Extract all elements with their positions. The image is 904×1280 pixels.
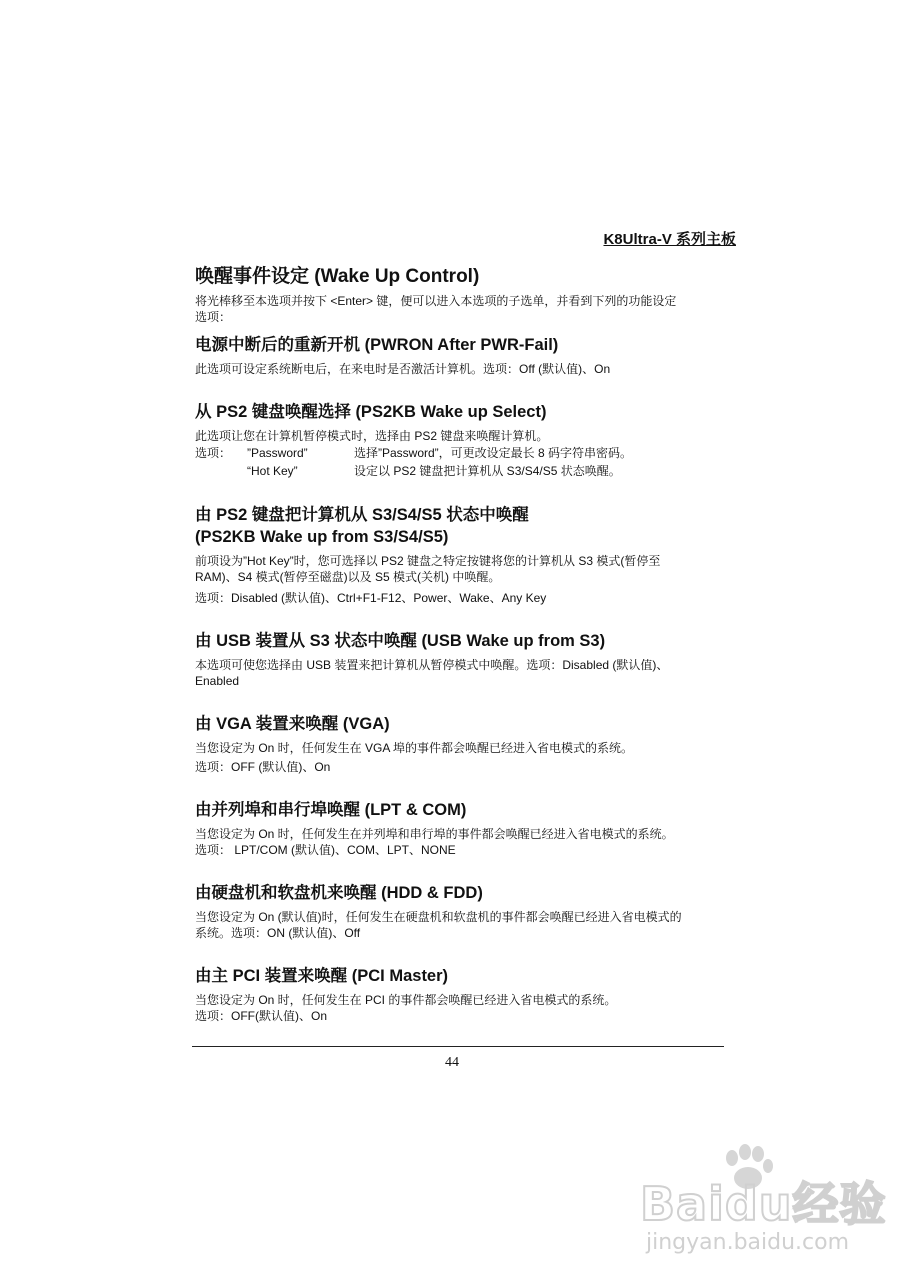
section-usb-wake bbox=[195, 630, 740, 689]
section-title: 从 PS2 键盘唤醒选择 (PS2KB Wake up Select) bbox=[195, 403, 547, 421]
section-text: 当您设定为 On 时，任何发生在并列埠和串行埠的事件都会唤醒已经进入省电模式的系统。 bbox=[195, 827, 674, 841]
option-desc: 设定以 PS2 键盘把计算机从 S3/S4/S5 状态唤醒。 bbox=[354, 464, 621, 478]
section-text: 本选项可使您选择由 USB 装置来把计算机从暂停模式中唤醒。选项：Disabled (默认值)、 bbox=[195, 658, 669, 672]
baidu-watermark bbox=[640, 1150, 890, 1270]
intro-line: 将光棒移至本选项并按下 <Enter> 键，便可以进入本选项的子选单，并看到下列的功能设定 bbox=[195, 294, 677, 308]
section-title: 由并列埠和串行埠唤醒 (LPT & COM) bbox=[195, 801, 467, 819]
section-pwron bbox=[195, 334, 740, 377]
section-text: 当您设定为 On 时，任何发生在 PCI 的事件都会唤醒已经进入省电模式的系统。 bbox=[195, 993, 617, 1007]
option-row bbox=[195, 462, 740, 480]
section-ps2kb-wake bbox=[195, 504, 740, 606]
section-text: 选项：Disabled (默认值)、Ctrl+F1-F12、Power、Wake、Any Key bbox=[195, 591, 547, 605]
watermark-url: jingyan.baidu.com bbox=[646, 1230, 850, 1255]
section-text: Enabled bbox=[195, 674, 240, 688]
footer-divider bbox=[192, 1046, 724, 1047]
section-text: 选项：OFF (默认值)、On bbox=[195, 760, 331, 774]
section-title: 由硬盘机和软盘机来唤醒 (HDD & FDD) bbox=[195, 884, 483, 902]
section-text: 选项： LPT/COM (默认值)、COM、LPT、NONE bbox=[195, 843, 456, 857]
section-text: 当您设定为 On (默认值)时，任何发生在硬盘机和软盘机的事件都会唤醒已经进入省电模式的 bbox=[195, 910, 682, 924]
option-row bbox=[195, 444, 740, 462]
intro-line: 选项： bbox=[195, 310, 232, 324]
section-title: 电源中断后的重新开机 (PWRON After PWR-Fail) bbox=[195, 336, 559, 354]
section-title: 由 VGA 装置来唤醒 (VGA) bbox=[195, 715, 390, 733]
section-title: 由 PS2 键盘把计算机从 S3/S4/S5 状态中唤醒 bbox=[195, 506, 529, 524]
section-text: 此选项可设定系统断电后，在来电时是否激活计算机。选项：Off (默认值)、On bbox=[195, 362, 611, 376]
header-title: K8Ultra-V 系列主板 bbox=[603, 231, 736, 248]
section-text: 系统。选项：ON (默认值)、Off bbox=[195, 926, 361, 940]
options-label: 选项： bbox=[195, 446, 232, 460]
watermark-brand: Baidu经验 bbox=[640, 1177, 887, 1231]
page-content bbox=[195, 265, 740, 1024]
option-desc: 选择”Password”，可更改设定最长 8 码字符串密码。 bbox=[354, 446, 633, 460]
section-text: 选项：OFF(默认值)、On bbox=[195, 1009, 327, 1023]
section-hdd-fdd bbox=[195, 882, 740, 941]
section-text: RAM)、S4 模式(暂停至磁盘)以及 S5 模式(关机) 中唤醒。 bbox=[195, 570, 501, 584]
section-title: (PS2KB Wake up from S3/S4/S5) bbox=[195, 528, 449, 546]
section-text: 前项设为”Hot Key”时，您可选择以 PS2 键盘之特定按键将您的计算机从 S3 模式(暂停至 bbox=[195, 554, 661, 568]
section-ps2kb-select bbox=[195, 401, 740, 480]
main-title: 唤醒事件设定 (Wake Up Control) bbox=[195, 266, 480, 287]
section-title: 由主 PCI 装置来唤醒 (PCI Master) bbox=[195, 967, 449, 985]
section-text: 当您设定为 On 时，任何发生在 VGA 埠的事件都会唤醒已经进入省电模式的系统。 bbox=[195, 741, 634, 755]
section-text: 此选项让您在计算机暂停模式时，选择由 PS2 键盘来唤醒计算机。 bbox=[195, 429, 549, 443]
section-vga-wake bbox=[195, 713, 740, 775]
section-title: 由 USB 装置从 S3 状态中唤醒 (USB Wake up from S3) bbox=[195, 632, 606, 650]
page-number: 44 bbox=[445, 1055, 459, 1070]
section-pci-master bbox=[195, 965, 740, 1024]
section-lpt-com bbox=[195, 799, 740, 858]
option-key: ”Password” bbox=[247, 446, 308, 460]
option-key: “Hot Key” bbox=[247, 464, 298, 478]
